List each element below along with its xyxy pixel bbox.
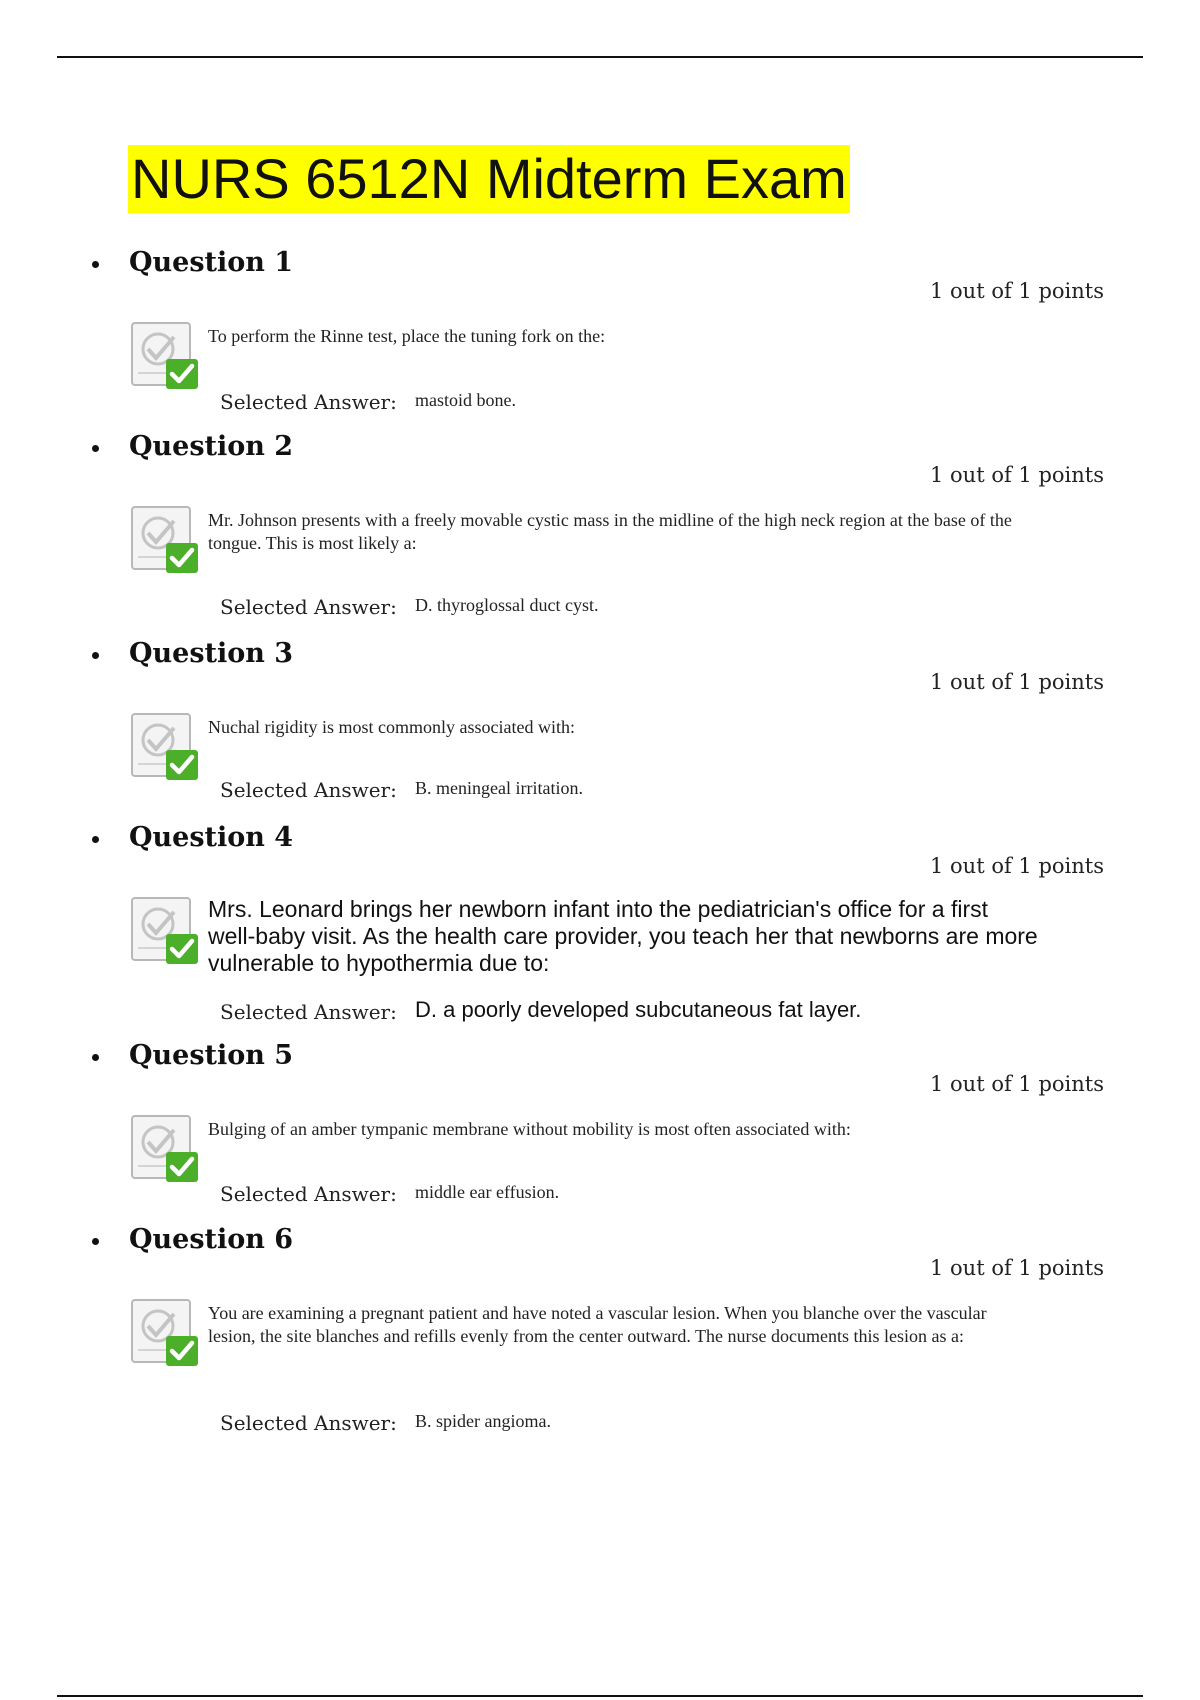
bullet-icon: [92, 445, 99, 452]
bullet-icon: [92, 1238, 99, 1245]
question-text: You are examining a pregnant patient and have noted a vascular lesion. When you blanche over the vascular lesion, the site blanches and refills evenly from the center outward. The nurse documents this lesion as a:: [208, 1303, 987, 1346]
question-points: 1 out of 1 points: [930, 279, 1104, 303]
bullet-icon: [92, 1054, 99, 1061]
selected-answer-value: D. thyroglossal duct cyst.: [415, 595, 599, 615]
selected-answer-value: middle ear effusion.: [415, 1182, 560, 1202]
question-text: Mrs. Leonard brings her newborn infant into the pediatrician's office for a first well-baby visit. As the health care provider, you teach her that newborns are more vulnerable to hypothermia due to:: [208, 896, 1038, 976]
selected-answer-label: Selected Answer:: [220, 390, 397, 414]
selected-answer-label: Selected Answer:: [220, 1411, 397, 1435]
selected-answer-label: Selected Answer:: [220, 1000, 397, 1024]
question-text: Bulging of an amber tympanic membrane without mobility is most often associated with:: [208, 1119, 851, 1139]
bottom-rule: [57, 1695, 1143, 1697]
correct-check-icon: [130, 712, 202, 784]
top-rule: [57, 56, 1143, 58]
correct-check-icon: [130, 1298, 202, 1370]
correct-check-icon: [130, 1114, 202, 1186]
question-text: To perform the Rinne test, place the tuning fork on the:: [208, 326, 606, 346]
selected-answer-value: mastoid bone.: [415, 390, 516, 410]
selected-answer-label: Selected Answer:: [220, 778, 397, 802]
question-points: 1 out of 1 points: [930, 1256, 1104, 1280]
correct-check-icon: [130, 505, 202, 577]
question-points: 1 out of 1 points: [930, 463, 1104, 487]
selected-answer-label: Selected Answer:: [220, 595, 397, 619]
question-text: Nuchal rigidity is most commonly associated with:: [208, 717, 575, 737]
selected-answer-value: B. meningeal irritation.: [415, 778, 583, 798]
exam-title: NURS 6512N Midterm Exam: [128, 145, 850, 213]
bullet-icon: [92, 261, 99, 268]
question-title: Question 1: [129, 247, 294, 278]
question-points: 1 out of 1 points: [930, 670, 1104, 694]
selected-answer-value: D. a poorly developed subcutaneous fat layer.: [415, 997, 862, 1022]
question-title: Question 6: [129, 1224, 294, 1255]
question-text: Mr. Johnson presents with a freely movable cystic mass in the midline of the high neck region at the base of the tongue. This is most likely a:: [208, 510, 1012, 553]
question-title: Question 5: [129, 1040, 294, 1071]
bullet-icon: [92, 836, 99, 843]
correct-check-icon: [130, 321, 202, 393]
question-title: Question 4: [129, 822, 294, 853]
selected-answer-value: B. spider angioma.: [415, 1411, 551, 1431]
question-points: 1 out of 1 points: [930, 1072, 1104, 1096]
question-points: 1 out of 1 points: [930, 854, 1104, 878]
question-title: Question 2: [129, 431, 294, 462]
bullet-icon: [92, 652, 99, 659]
question-title: Question 3: [129, 638, 294, 669]
correct-check-icon: [130, 896, 202, 968]
selected-answer-label: Selected Answer:: [220, 1182, 397, 1206]
